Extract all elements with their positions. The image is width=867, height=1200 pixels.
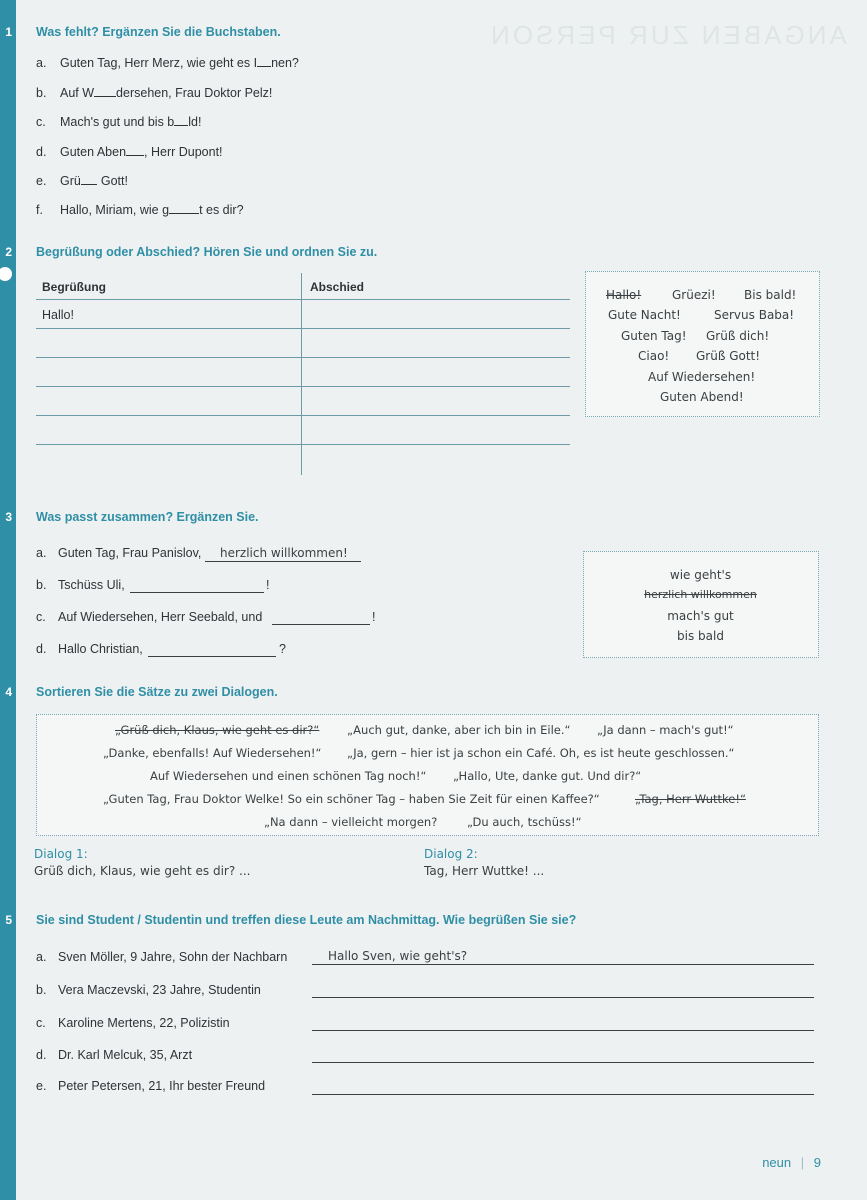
page-word: neun xyxy=(762,1155,792,1170)
sentence-item: „Ja, gern – hier ist ja schon ein Café. Oh, es ist heute geschlossen.“ xyxy=(347,746,735,760)
ex3-item-letter: c. xyxy=(36,610,46,624)
ex5-item-letter: c. xyxy=(36,1016,46,1030)
exercise-number-strip xyxy=(0,0,16,1200)
word-item: Grüß Gott! xyxy=(696,349,761,363)
word-item: Servus Baba! xyxy=(714,308,795,322)
ex1-item-letter: f. xyxy=(36,203,43,217)
ex5-item-letter: b. xyxy=(36,983,47,997)
ex3-item-text: Hallo Christian, xyxy=(58,642,143,656)
exercise-heading: Begrüßung oder Abschied? Hören Sie und ordnen Sie zu. xyxy=(36,245,378,259)
sentence-item: „Tag, Herr Wuttke!“ xyxy=(635,792,746,806)
table-row-line xyxy=(36,328,570,329)
sentence-item: Auf Wiedersehen und einen schönen Tag noch!“ xyxy=(150,769,427,783)
ex3-item-punct: ? xyxy=(279,642,286,656)
gap-input[interactable] xyxy=(174,115,188,126)
table-row-line xyxy=(36,444,570,445)
ex3-item-letter: a. xyxy=(36,546,47,560)
ex3-item-letter: b. xyxy=(36,578,47,592)
exercise-number: 1 xyxy=(5,25,12,39)
dialog2-answer[interactable]: Tag, Herr Wuttke! ... xyxy=(424,864,545,878)
word-item: Grüß dich! xyxy=(706,329,770,343)
column-header-farewell: Abschied xyxy=(310,280,365,294)
exercise-heading: Was passt zusammen? Ergänzen Sie. xyxy=(36,510,259,524)
sentence-item: „Hallo, Ute, danke gut. Und dir?“ xyxy=(453,769,642,783)
word-item: Auf Wiedersehen! xyxy=(648,370,756,384)
gap-input[interactable] xyxy=(169,203,199,214)
dialog1-label: Dialog 1: xyxy=(34,847,88,861)
ex1-item-text: Guten Tag, Herr Merz, wie geht es I nen? xyxy=(60,56,299,70)
ex5-item-text: Sven Möller, 9 Jahre, Sohn der Nachbarn xyxy=(58,950,288,964)
table-example-cell: Hallo! xyxy=(42,308,74,322)
ex1-item-letter: c. xyxy=(36,115,46,129)
answer-line xyxy=(205,561,361,562)
sentence-item: „Auch gut, danke, aber ich bin in Eile.“ xyxy=(347,723,571,737)
word-item: Grüezi! xyxy=(672,288,716,302)
word-item: bis bald xyxy=(677,629,724,643)
ex5-item-text: Karoline Mertens, 22, Polizistin xyxy=(58,1016,230,1030)
background-mirror-text: ANGABEN ZUR PERSON xyxy=(488,20,847,50)
ex3-item-punct: ! xyxy=(266,578,270,592)
gap-input[interactable] xyxy=(81,174,97,185)
sentence-item: „Du auch, tschüss!“ xyxy=(467,815,582,829)
word-item: Gute Nacht! xyxy=(608,308,681,322)
answer-line[interactable] xyxy=(312,1094,814,1095)
sentence-item: „Ja dann – mach's gut!“ xyxy=(597,723,734,737)
sentence-item: „Na dann – vielleicht morgen? xyxy=(264,815,438,829)
sentence-item: „Guten Tag, Frau Doktor Welke! So ein schöner Tag – haben Sie Zeit für einen Kaffee?“ xyxy=(103,792,600,806)
word-item: herzlich willkommen xyxy=(644,588,757,601)
ex5-item-letter: d. xyxy=(36,1048,47,1062)
word-item: wie geht's xyxy=(669,568,732,582)
answer-line[interactable] xyxy=(130,592,264,593)
ex1-item-letter: d. xyxy=(36,145,47,159)
ex1-item-text: Hallo, Miriam, wie g t es dir? xyxy=(60,203,244,217)
gap-input[interactable] xyxy=(257,56,271,67)
ex1-item-text: Guten Aben , Herr Dupont! xyxy=(60,145,223,159)
exercise-number: 3 xyxy=(5,510,12,524)
ex5-item-text: Vera Maczevski, 23 Jahre, Studentin xyxy=(58,983,261,997)
gap-input[interactable] xyxy=(126,145,144,156)
ex5-item-text: Peter Petersen, 21, Ihr bester Freund xyxy=(58,1079,266,1093)
table-row-line xyxy=(36,357,570,358)
word-item: Hallo! xyxy=(606,288,642,302)
ex1-item-letter: e. xyxy=(36,174,47,188)
word-item: Guten Abend! xyxy=(660,390,744,404)
table-row-line xyxy=(36,386,570,387)
answer-line[interactable] xyxy=(312,997,814,998)
answer-line[interactable] xyxy=(312,1062,814,1063)
word-item: Bis bald! xyxy=(744,288,797,302)
ex1-item-text: Mach's gut und bis b ld! xyxy=(60,115,202,129)
table-row-line xyxy=(36,415,570,416)
column-header-greeting: Begrüßung xyxy=(42,280,106,294)
table-row-line xyxy=(36,299,570,300)
word-item: Ciao! xyxy=(638,349,670,363)
word-box xyxy=(583,551,819,658)
ex5-item-letter: e. xyxy=(36,1079,47,1093)
exercise-number: 4 xyxy=(5,685,12,699)
gap-input[interactable] xyxy=(94,86,116,97)
word-box xyxy=(585,271,820,417)
sentence-item: „Danke, ebenfalls! Auf Wiedersehen!“ xyxy=(103,746,322,760)
page-number: 9 xyxy=(813,1155,821,1170)
word-item: Guten Tag! xyxy=(621,329,687,343)
ex1-item-letter: a. xyxy=(36,56,47,70)
ex5-item-letter: a. xyxy=(36,950,47,964)
sentence-item: „Grüß dich, Klaus, wie geht es dir?“ xyxy=(115,723,320,737)
answer-line xyxy=(312,964,814,965)
dialog1-answer[interactable]: Grüß dich, Klaus, wie geht es dir? ... xyxy=(34,864,251,878)
ex3-item-text: Auf Wiedersehen, Herr Seebald, und xyxy=(58,610,263,624)
exercise-heading: Sortieren Sie die Sätze zu zwei Dialogen. xyxy=(36,685,278,699)
exercise-heading: Sie sind Student / Studentin und treffen diese Leute am Nachmittag. Wie begrüßen Sie sie? xyxy=(36,913,577,927)
ex1-item-letter: b. xyxy=(36,86,47,100)
ex5-answer[interactable]: Hallo Sven, wie geht's? xyxy=(328,949,468,963)
word-item: mach's gut xyxy=(667,609,734,623)
ex1-item-text: Auf W dersehen, Frau Doktor Pelz! xyxy=(60,86,273,100)
exercise-number: 2 xyxy=(5,245,12,259)
ex3-item-text: Guten Tag, Frau Panislov, xyxy=(58,546,202,560)
answer-line[interactable] xyxy=(272,624,370,625)
page-separator: | xyxy=(800,1155,805,1170)
page-footer xyxy=(762,1155,821,1170)
dialog2-label: Dialog 2: xyxy=(424,847,478,861)
ex5-item-text: Dr. Karl Melcuk, 35, Arzt xyxy=(58,1048,193,1062)
exercise-number: 5 xyxy=(5,913,12,927)
ex3-item-punct: ! xyxy=(372,610,376,624)
answer-line[interactable] xyxy=(312,1030,814,1031)
exercise-heading: Was fehlt? Ergänzen Sie die Buchstaben. xyxy=(36,25,281,39)
answer-line[interactable] xyxy=(148,656,276,657)
ex3-answer[interactable]: herzlich willkommen! xyxy=(220,546,348,560)
ex3-item-text: Tschüss Uli, xyxy=(58,578,125,592)
sentence-box xyxy=(36,714,819,836)
ex1-item-text: Grü Gott! xyxy=(60,174,128,188)
ex3-item-letter: d. xyxy=(36,642,47,656)
